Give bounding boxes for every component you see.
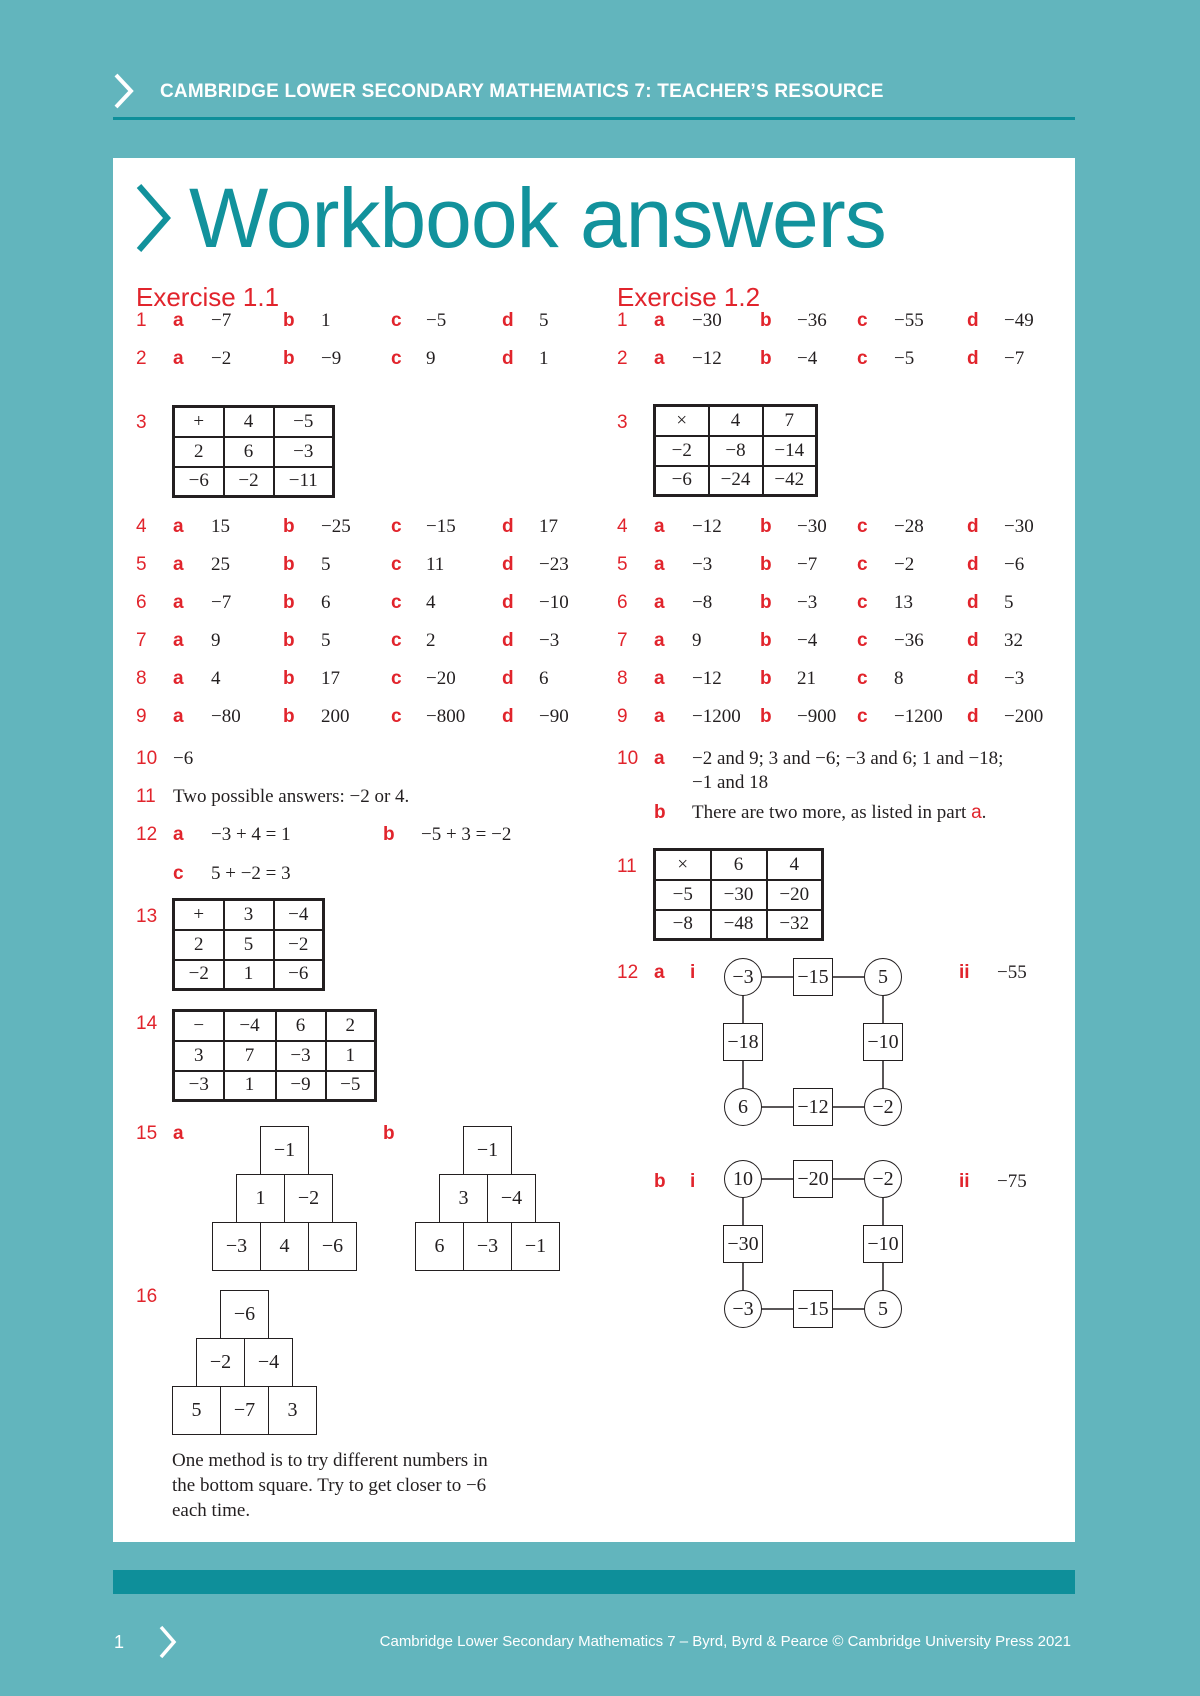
answer-value: −20: [426, 668, 456, 689]
answer-value: 15: [211, 516, 230, 537]
answer-value: −1200: [894, 706, 943, 727]
header-title: CAMBRIDGE LOWER SECONDARY MATHEMATICS 7: TEACHER’S RESOURCE: [160, 81, 884, 102]
question-number: 13: [136, 906, 158, 927]
part-label: a: [173, 592, 184, 613]
part-label: a: [654, 630, 665, 651]
pyramid-cell: −3: [463, 1222, 512, 1271]
pyramid-cell: −6: [220, 1290, 269, 1339]
question-number: 8: [136, 668, 147, 689]
part-label: a: [173, 706, 184, 727]
pyramid-cell: 3: [268, 1386, 317, 1435]
pyramid-cell: −2: [284, 1174, 333, 1223]
exercise-1-1-title: Exercise 1.1: [136, 282, 280, 312]
answer-value: 6: [321, 592, 331, 613]
table-cell: −9: [276, 1071, 326, 1101]
part-label: a: [654, 348, 665, 369]
part-label: c: [391, 630, 402, 651]
answer-row: [136, 348, 586, 374]
table-row: [174, 900, 324, 930]
answer-value: −8: [692, 592, 713, 613]
part-label: b: [760, 554, 772, 575]
loop-box: −10: [863, 1023, 903, 1061]
table-cell: −6: [274, 960, 324, 990]
question-12: 12 a −3 + 4 = 1 b −5 + 3 = −2: [136, 824, 512, 845]
answer-row: [136, 310, 586, 336]
answer-row: [617, 668, 1067, 694]
part-label: b: [760, 706, 772, 727]
part-label: c: [391, 668, 402, 689]
answer-value: 9: [426, 348, 436, 369]
table-cell: −: [174, 1011, 224, 1041]
part-label: d: [502, 630, 514, 651]
answer-value: −25: [321, 516, 351, 537]
loop-box: −20: [793, 1160, 833, 1198]
table-cell: −5: [326, 1071, 376, 1101]
subtraction-table: [172, 1009, 377, 1102]
copyright-text: Cambridge Lower Secondary Mathematics 7 – Byrd, Byrd & Pearce © Cambridge University Press 2021: [379, 1633, 1071, 1650]
part-label: b: [283, 310, 295, 331]
part-label: d: [502, 310, 514, 331]
answer-value: 2: [426, 630, 436, 651]
part-label: d: [967, 554, 979, 575]
answer-value: −36: [797, 310, 827, 331]
answer-row: [136, 668, 586, 694]
answer-value: 5: [321, 554, 331, 575]
answer-value: −3: [539, 630, 560, 651]
part-label: d: [967, 592, 979, 613]
answer-value: 4: [426, 592, 436, 613]
multiplication-table: [653, 404, 818, 497]
part-label: a: [654, 310, 665, 331]
answer-value: −49: [1004, 310, 1034, 331]
footer-bar: [113, 1570, 1075, 1594]
table-cell: −20: [767, 880, 823, 910]
part-label: b: [760, 630, 772, 651]
loop-box: −15: [793, 958, 833, 996]
addition-table: [172, 405, 335, 498]
part-label: d: [967, 706, 979, 727]
question-number: 6: [136, 592, 147, 613]
answer-value: 9: [692, 630, 702, 651]
multiplication-table: [653, 848, 824, 941]
addition-table: [172, 898, 325, 991]
part-label: c: [857, 630, 868, 651]
answer-row: [617, 706, 1067, 732]
part-label: d: [502, 706, 514, 727]
part-label: b: [283, 706, 295, 727]
answer-value: 21: [797, 668, 816, 689]
question-number: 6: [617, 592, 628, 613]
answer-value: −28: [894, 516, 924, 537]
part-label: c: [391, 348, 402, 369]
answer-row: [136, 554, 586, 580]
pyramid-cell: −6: [308, 1222, 357, 1271]
table-cell: −2: [274, 930, 324, 960]
table-cell: −3: [174, 1071, 224, 1101]
question-10: 10 −6: [136, 748, 194, 769]
part-label: c: [857, 592, 868, 613]
answer-value: −3: [692, 554, 713, 575]
answer-value: −1200: [692, 706, 741, 727]
part-label: b: [283, 630, 295, 651]
part-label: a: [654, 706, 665, 727]
part-label: a: [173, 310, 184, 331]
answer-value: 6: [539, 668, 549, 689]
pyramid-cell: −1: [260, 1126, 309, 1175]
part-label: d: [967, 348, 979, 369]
answer-value: −15: [426, 516, 456, 537]
table-cell: 6: [224, 437, 274, 467]
table-row: [174, 960, 324, 990]
table-cell: −5: [655, 880, 711, 910]
table-cell: −3: [274, 437, 334, 467]
part-label: c: [857, 310, 868, 331]
table-cell: 2: [326, 1011, 376, 1041]
part-label: a: [173, 516, 184, 537]
loop-box: −15: [793, 1290, 833, 1328]
part-label: c: [857, 516, 868, 537]
answer-value: 9: [211, 630, 221, 651]
table-cell: −48: [711, 910, 767, 940]
question-number: 9: [136, 706, 147, 727]
pyramid-cell: −1: [463, 1126, 512, 1175]
pyramid-cell: −1: [511, 1222, 560, 1271]
pyramid-cell: 3: [439, 1174, 488, 1223]
part-label: c: [857, 668, 868, 689]
table-cell: −30: [711, 880, 767, 910]
question-11: 11 Two possible answers: −2 or 4.: [136, 786, 410, 807]
answer-value: −2: [894, 554, 915, 575]
page-number: 1: [114, 1632, 125, 1652]
loop-circle: −2: [864, 1160, 902, 1198]
answer-value: −36: [894, 630, 924, 651]
answer-row: [617, 554, 1067, 580]
table-row: [655, 910, 823, 940]
table-cell: −4: [224, 1011, 276, 1041]
table-row: [174, 1011, 376, 1041]
answer-value: −12: [692, 348, 722, 369]
answer-value: −7: [211, 310, 232, 331]
page-title-text: Workbook answers: [189, 171, 886, 265]
table-cell: 4: [709, 406, 763, 436]
part-label: b: [283, 516, 295, 537]
part-label: b: [760, 592, 772, 613]
table-cell: ×: [655, 406, 709, 436]
part-label: d: [502, 668, 514, 689]
part-label: d: [967, 310, 979, 331]
answer-value: −2: [211, 348, 232, 369]
loop-box: −30: [723, 1225, 763, 1263]
loop-circle: −3: [724, 1290, 762, 1328]
answer-value: −200: [1004, 706, 1044, 727]
answer-value: −900: [797, 706, 837, 727]
answer-value: 5: [321, 630, 331, 651]
answer-row: [617, 310, 1067, 336]
loop-circle: 6: [724, 1088, 762, 1126]
table-cell: −32: [767, 910, 823, 940]
question-number: 9: [617, 706, 628, 727]
table-cell: −6: [655, 466, 709, 496]
chevron-right-icon: [113, 72, 135, 110]
table-cell: −2: [174, 960, 224, 990]
table-cell: −24: [709, 466, 763, 496]
answer-value: −3: [1004, 668, 1025, 689]
answer-row: [136, 516, 586, 542]
answer-value: 200: [321, 706, 350, 727]
loop-lines: [113, 158, 114, 159]
table-row: [174, 467, 334, 497]
part-label: a: [173, 348, 184, 369]
table-row: [655, 850, 823, 880]
answer-row: [617, 348, 1067, 374]
part-label: d: [502, 516, 514, 537]
answer-row: [136, 630, 586, 656]
answer-value: 1: [539, 348, 549, 369]
answer-sheet: Workbook answers Exercise 1.1 1 a −7 b 1 c −5 d 5 2 a −2 b −9 c 9 d 1 4 a 15 b −25 c −15 d 17 5 a 25 b 5 c 11 d −23 6 a −7 b 6 c 4 d −10 7 a 9 b 5 c 2 d −3 8 a 4 b 17 c −20 d 6 9 a −80 b 200 c −800 d −90 3 + 4 −5 2 6 −3 −6 −2 −11 10 −6 11 Two possible answers: −2 or 4. 12 a −3 + 4 = 1 b −5 + 3 = −2 c 5 + −2 = 3 13 + 3 −4 2 5 −2 −2 1 −6 14 − −4 6 2 3 7 −3 1 −3 1 −9 −5 15 a b −1 1 −2 −3 4 −6 −1 3 −4 6 −3 −1 16 −6 −2 −4 5 −7 3 One method is to try different numbers in the bottom square. Try to get closer to −6 each time. Exercise 1.2 1 a −30 b −36 c −55 d −49 2 a −12 b −4 c −5 d −7 4 a −12 b −30 c −28 d −30 5 a −3 b −7 c −2 d −6 6 a −8 b −3 c 13 d 5 7 a 9 b −4 c −36 d 32 8 a −12 b 21 c 8 d −3 9 a −1200 b −900 c −1200 d −200 3 × 4 7 −2 −8 −14 −6 −24 −42 10 a −2 and 9; 3 and −6; −3 and 6; 1 and −18; −1 and 18 b There are two more, as listed in part a. 11 × 6 4 −5 −30 −20 −8 −48 −32 12 a i ii −55 −3 5 −2 6 −15 −10 −12 −18 b i ii −75 10 −2 5 −3 −20 −10 −15 −30: [113, 158, 1075, 1542]
answer-value: 13: [894, 592, 913, 613]
table-cell: 1: [224, 960, 274, 990]
part-label: a: [654, 668, 665, 689]
pyramid-cell: −7: [220, 1386, 269, 1435]
part-label: c: [857, 348, 868, 369]
answer-value: −7: [211, 592, 232, 613]
pyramid-cell: −2: [196, 1338, 245, 1387]
pyramid-cell: −3: [212, 1222, 261, 1271]
question-number: 4: [136, 516, 147, 537]
table-row: [174, 437, 334, 467]
loop-circle: 5: [864, 958, 902, 996]
part-label: b: [283, 592, 295, 613]
question-number: 2: [617, 348, 628, 369]
table-cell: +: [174, 407, 224, 437]
answer-value: −30: [692, 310, 722, 331]
table-cell: −2: [655, 436, 709, 466]
part-label: b: [760, 348, 772, 369]
page-title: [133, 171, 886, 265]
question-12-c: c 5 + −2 = 3: [173, 863, 291, 884]
part-label: d: [967, 668, 979, 689]
pyramid-cell: 5: [172, 1386, 221, 1435]
part-label: d: [502, 554, 514, 575]
part-label: c: [391, 310, 402, 331]
question-10: 10 a −2 and 9; 3 and −6; −3 and 6; 1 and −18;: [617, 748, 1004, 769]
answer-value: −4: [797, 348, 818, 369]
table-cell: 2: [174, 930, 224, 960]
answer-row: [617, 516, 1067, 542]
table-cell: −8: [709, 436, 763, 466]
table-cell: 4: [224, 407, 274, 437]
table-cell: 6: [276, 1011, 326, 1041]
question-12-b: b i ii −75: [654, 1171, 1027, 1192]
table-row: [655, 436, 817, 466]
table-cell: −14: [763, 436, 817, 466]
part-label: c: [391, 592, 402, 613]
chevron-right-icon: [158, 1624, 178, 1660]
table-cell: +: [174, 900, 224, 930]
loop-circle: −2: [864, 1088, 902, 1126]
loop-box: −10: [863, 1225, 903, 1263]
part-label: c: [857, 554, 868, 575]
part-label: b: [760, 310, 772, 331]
answer-value: 17: [321, 668, 340, 689]
answer-value: −90: [539, 706, 569, 727]
answer-value: −12: [692, 668, 722, 689]
part-label: a: [173, 630, 184, 651]
part-label: a: [654, 554, 665, 575]
part-label: c: [391, 706, 402, 727]
table-cell: 4: [767, 850, 823, 880]
question-number: 8: [617, 668, 628, 689]
question-number: 1: [617, 310, 628, 331]
pyramid-cell: 6: [415, 1222, 464, 1271]
answer-value: −30: [797, 516, 827, 537]
answer-value: −800: [426, 706, 466, 727]
question-number: 11: [617, 856, 637, 877]
loop-box: −18: [723, 1023, 763, 1061]
part-label: c: [391, 516, 402, 537]
answer-value: −5: [894, 348, 915, 369]
table-cell: 6: [711, 850, 767, 880]
table-row: [655, 466, 817, 496]
answer-value: 1: [321, 310, 331, 331]
table-row: [655, 406, 817, 436]
part-label: d: [967, 630, 979, 651]
answer-value: −30: [1004, 516, 1034, 537]
answer-row: [617, 592, 1067, 618]
part-label: c: [391, 554, 402, 575]
table-cell: −42: [763, 466, 817, 496]
answer-row: [617, 630, 1067, 656]
answer-value: 11: [426, 554, 445, 575]
answer-value: −4: [797, 630, 818, 651]
answer-value: −5: [426, 310, 447, 331]
table-cell: 1: [224, 1071, 276, 1101]
page-header: [113, 70, 1075, 120]
answer-value: 25: [211, 554, 230, 575]
answer-value: −9: [321, 348, 342, 369]
part-label: b: [283, 668, 295, 689]
question-number: 14: [136, 1013, 158, 1034]
table-cell: −8: [655, 910, 711, 940]
table-cell: 2: [174, 437, 224, 467]
method-note: One method is to try different numbers in the bottom square. Try to get closer to −6 each time.: [172, 1450, 488, 1521]
pyramid-cell: 1: [236, 1174, 285, 1223]
question-number: 7: [617, 630, 628, 651]
part-label: c: [857, 706, 868, 727]
answer-value: −6: [1004, 554, 1025, 575]
answer-value: −80: [211, 706, 241, 727]
answer-row: [136, 706, 586, 732]
table-cell: ×: [655, 850, 711, 880]
answer-value: 8: [894, 668, 904, 689]
answer-value: −23: [539, 554, 569, 575]
question-number: 2: [136, 348, 147, 369]
table-cell: −6: [174, 467, 224, 497]
part-label: b: [283, 554, 295, 575]
pyramid-cell: −4: [487, 1174, 536, 1223]
part-label: a: [654, 592, 665, 613]
loop-circle: −3: [724, 958, 762, 996]
answer-value: −12: [692, 516, 722, 537]
answer-row: [136, 592, 586, 618]
table-row: [174, 1071, 376, 1101]
answer-value: −7: [797, 554, 818, 575]
table-cell: −5: [274, 407, 334, 437]
chevron-right-icon: [133, 180, 175, 256]
table-row: [174, 407, 334, 437]
question-number: 3: [617, 412, 628, 433]
exercise-1-2-title: Exercise 1.2: [617, 282, 761, 312]
part-label: d: [967, 516, 979, 537]
table-cell: 3: [174, 1041, 224, 1071]
part-label: d: [502, 592, 514, 613]
question-10-b: b There are two more, as listed in part a.: [654, 802, 987, 823]
answer-value: 32: [1004, 630, 1023, 651]
table-cell: −11: [274, 467, 334, 497]
part-label: b: [760, 516, 772, 537]
answer-value: −7: [1004, 348, 1025, 369]
table-row: [655, 880, 823, 910]
answer-value: −10: [539, 592, 569, 613]
part-label: a: [654, 516, 665, 537]
part-label: d: [502, 348, 514, 369]
table-cell: 5: [224, 930, 274, 960]
question-number: 1: [136, 310, 147, 331]
answer-value: 5: [1004, 592, 1014, 613]
loop-circle: 10: [724, 1160, 762, 1198]
answer-value: −3: [797, 592, 818, 613]
answer-value: 4: [211, 668, 221, 689]
question-number: 5: [136, 554, 147, 575]
table-cell: −4: [274, 900, 324, 930]
table-cell: −2: [224, 467, 274, 497]
part-label: b: [760, 668, 772, 689]
pyramid-cell: 4: [260, 1222, 309, 1271]
question-number: 7: [136, 630, 147, 651]
question-15: 15 a b: [136, 1123, 395, 1144]
answer-value: 17: [539, 516, 558, 537]
pyramid-cell: −4: [244, 1338, 293, 1387]
question-number: 5: [617, 554, 628, 575]
part-label: a: [173, 668, 184, 689]
part-label: a: [173, 554, 184, 575]
table-row: [174, 930, 324, 960]
table-cell: 7: [763, 406, 817, 436]
question-number: 4: [617, 516, 628, 537]
table-cell: 3: [224, 900, 274, 930]
table-row: [174, 1041, 376, 1071]
answer-value: −55: [894, 310, 924, 331]
table-cell: 1: [326, 1041, 376, 1071]
question-number: 3: [136, 412, 147, 433]
loop-box: −12: [793, 1088, 833, 1126]
answer-value: 5: [539, 310, 549, 331]
table-cell: 7: [224, 1041, 276, 1071]
question-12: 12 a i ii −55: [617, 962, 1027, 983]
table-cell: −3: [276, 1041, 326, 1071]
part-label: b: [283, 348, 295, 369]
loop-circle: 5: [864, 1290, 902, 1328]
